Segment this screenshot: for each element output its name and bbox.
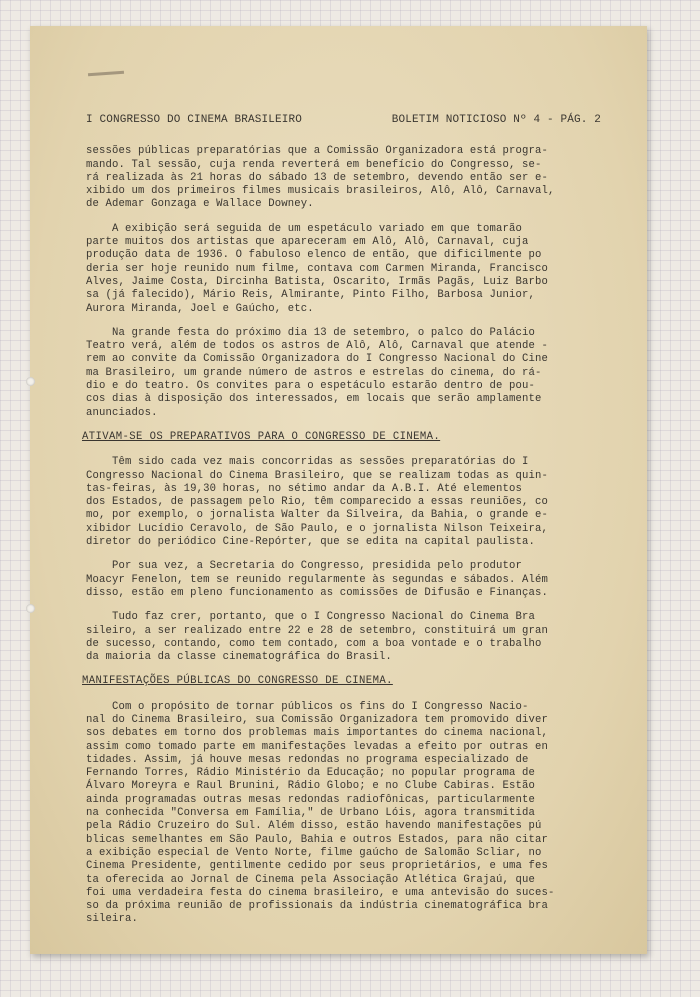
- text-line: foi uma verdadeira festa do cinema brasileiro, e uma antevisão do suces-: [86, 886, 555, 899]
- paragraph: [86, 456, 601, 549]
- header-title: I CONGRESSO DO CINEMA BRASILEIRO: [86, 114, 303, 126]
- punch-hole: [26, 604, 35, 613]
- paragraph: [86, 223, 601, 316]
- text-line: na conhecida "Conversa em Família," de Urbano Lóis, agora transmitida: [86, 807, 536, 820]
- text-line: Por sua vez, a Secretaria do Congresso, presidida pelo produtor: [86, 560, 522, 573]
- text-line: Álvaro Moreyra e Raul Brunini, Rádio Globo; e no Clube Cabiras. Estão: [86, 780, 536, 793]
- text-line: Fernando Torres, Rádio Ministério da Educação; no popular programa de: [86, 767, 536, 780]
- text-line: xibidor Lucídio Ceravolo, de São Paulo, e o jornalista Nilson Teixeira,: [86, 522, 549, 535]
- text-line: a exibição especial de Vento Norte, filme gaúcho de Salomão Scliar, no: [86, 846, 542, 859]
- text-line: de sucesso, contando, como tem contado, com a boa vontade e o trabalho: [86, 637, 542, 650]
- text-line: ainda programadas outras mesas redondas radiofônicas, particularmente: [86, 793, 536, 806]
- text-line: Tudo faz crer, portanto, que o I Congresso Nacional do Cinema Bra: [86, 611, 536, 624]
- text-line: produção data de 1936. O fabuloso elenco de então, que dificilmente po: [86, 249, 542, 262]
- text-line: Na grande festa do próximo dia 13 de setembro, o palco do Palácio: [86, 326, 536, 339]
- heading-manifestacoes: MANIFESTAÇÕES PÚBLICAS DO CONGRESSO DE CINEMA.: [82, 675, 393, 688]
- text-line: Com o propósito de tornar públicos os fins do I Congresso Nacio-: [86, 700, 529, 713]
- text-line: sileiro, a ser realizado entre 22 e 28 de setembro, constituirá um gran: [86, 624, 549, 637]
- typewritten-page: [82, 114, 601, 938]
- paragraph: [86, 611, 601, 664]
- text-line: rá realizada às 21 horas do sábado 13 de setembro, devendo então ser e-: [86, 171, 549, 184]
- section-preparativos: [86, 456, 601, 664]
- text-line: mando. Tal sessão, cuja renda reverterá em benefício do Congresso, se-: [86, 158, 542, 171]
- text-line: tas-feiras, às 19,30 horas, no sétimo andar da A.B.I. Até elementos: [86, 482, 522, 495]
- text-line: cos dias à disposição dos interessados, em locais que serão amplamente: [86, 393, 542, 406]
- section-manifestacoes: [86, 701, 601, 927]
- text-line: Moacyr Fenelon, tem se reunido regularmente às segundas e sábados. Além: [86, 573, 549, 586]
- text-line: sos debates em torno dos problemas mais importantes do cinema nacional,: [86, 727, 549, 740]
- text-line: tidades. Assim, já houve mesas redondas no programa especializado de: [86, 753, 529, 766]
- text-line: sessões públicas preparatórias que a Comissão Organizadora está progra-: [86, 145, 549, 158]
- text-line: nal do Cinema Brasileiro, sua Comissão Organizadora tem promovido diver: [86, 713, 549, 726]
- text-line: sileira.: [86, 913, 139, 926]
- header-page-number: BOLETIM NOTICIOSO Nº 4 - PÁG. 2: [391, 114, 601, 126]
- text-line: sa (já falecido), Mário Reis, Almirante, Pinto Filho, Barbosa Junior,: [86, 289, 536, 302]
- paragraph: [86, 560, 601, 600]
- text-line: dos Estados, de passagem pelo Rio, têm comparecido a essas reuniões, co: [86, 496, 549, 509]
- text-line: ta oferecida ao Jornal de Cinema pela Associação Atlética Grajaú, que: [86, 873, 536, 886]
- text-line: Aurora Miranda, Joel e Gaúcho, etc.: [86, 302, 314, 315]
- text-line: Cinema Presidente, gentilmente cedido por seus proprietários, e uma fes: [86, 860, 549, 873]
- page-header: [86, 114, 601, 127]
- text-line: assim como tomado parte em manifestações levadas a efeito por outras en: [86, 740, 549, 753]
- text-line: diretor do periódico Cine-Repórter, que se edita na capital paulista.: [86, 536, 536, 549]
- heading-preparativos: ATIVAM-SE OS PREPARATIVOS PARA O CONGRESSO DE CINEMA.: [82, 430, 441, 443]
- text-line: pela Rádio Cruzeiro do Sul. Além disso, estão havendo manifestações pú: [86, 820, 542, 833]
- text-line: Teatro verá, além de todos os astros de Alô, Alô, Carnaval que atende -: [86, 340, 549, 353]
- paragraph: [86, 701, 601, 927]
- paragraph: [86, 327, 601, 420]
- punch-hole: [26, 377, 35, 386]
- text-line: Alves, Jaime Costa, Dircinha Batista, Oscarito, Irmãs Pagãs, Luiz Barbo: [86, 275, 549, 288]
- text-line: anunciados.: [86, 406, 158, 419]
- text-line: Têm sido cada vez mais concorridas as sessões preparatórias do I: [86, 456, 529, 469]
- text-line: de Ademar Gonzaga e Wallace Downey.: [86, 198, 314, 211]
- section-intro: [86, 145, 601, 420]
- text-line: parte muitos dos artistas que apareceram em Alô, Alô, Carnaval, cuja: [86, 236, 529, 249]
- paragraph: [86, 145, 601, 211]
- text-line: rem ao convite da Comissão Organizadora do I Congresso Nacional do Cine: [86, 353, 549, 366]
- text-line: mo, por exemplo, o jornalista Walter da Silveira, da Bahia, o grande e-: [86, 509, 549, 522]
- text-line: da maioria da classe cinematográfica do Brasil.: [86, 651, 392, 664]
- text-line: xibido um dos primeiros filmes musicais brasileiros, Alô, Alô, Carnaval,: [86, 185, 555, 198]
- text-line: blicas semelhantes em São Paulo, Bahia e outros Estados, para não citar: [86, 833, 549, 846]
- text-line: A exibição será seguida de um espetáculo variado em que tomarão: [86, 222, 522, 235]
- text-line: ma Brasileiro, um grande número de astros e estrelas do cinema, do rá-: [86, 366, 542, 379]
- text-line: Congresso Nacional do Cinema Brasileiro, que se realizam todas as quin-: [86, 469, 549, 482]
- text-line: deria ser hoje reunido num filme, contava com Carmen Miranda, Francisco: [86, 262, 549, 275]
- text-line: dio e do teatro. Os convites para o espetáculo estarão dentro de pou-: [86, 380, 536, 393]
- text-line: disso, estão em pleno funcionamento as comissões de Difusão e Finanças.: [86, 586, 549, 599]
- text-line: so da próxima reunião de profissionais da indústria cinematográfica bra: [86, 900, 549, 913]
